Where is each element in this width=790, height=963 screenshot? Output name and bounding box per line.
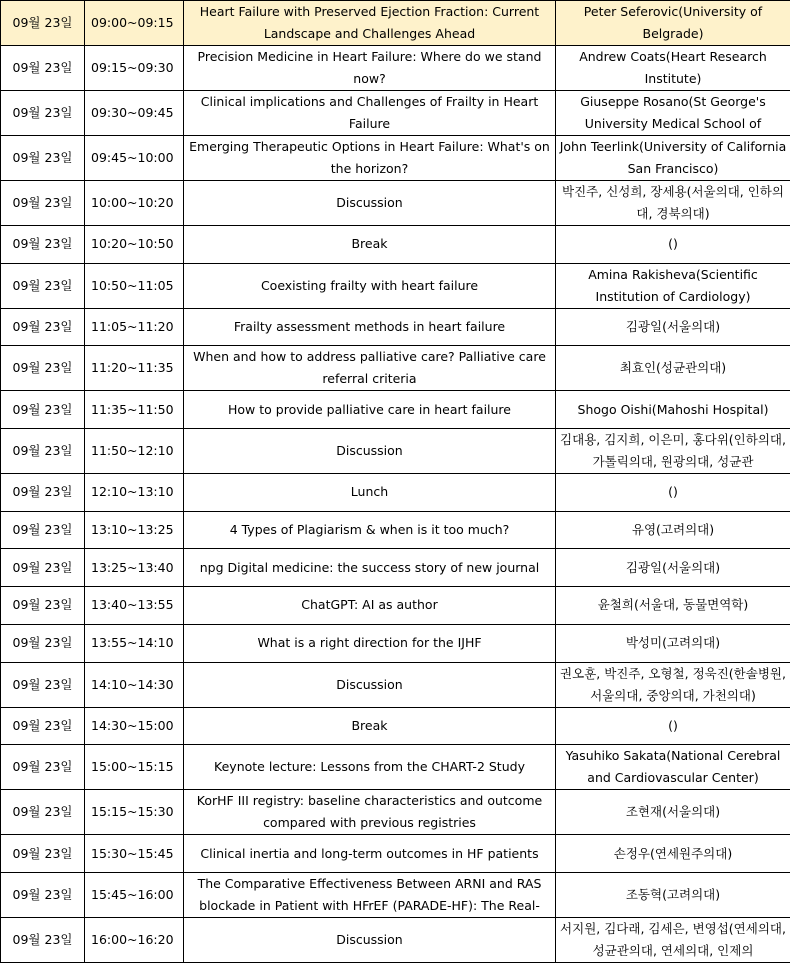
time-cell	[85, 181, 184, 226]
title-cell-text: Lunch	[187, 481, 552, 503]
table-row	[1, 91, 790, 136]
date-cell-text: 09월 23일	[4, 594, 81, 616]
title-cell-text: Heart Failure with Preserved Ejection Fraction: Current Landscape and Challenges Ahead	[187, 1, 552, 45]
time-cell	[85, 745, 184, 790]
table-row	[1, 346, 790, 391]
date-cell-text: 09월 23일	[4, 233, 81, 255]
date-cell	[1, 91, 85, 136]
table-row	[1, 549, 790, 587]
date-cell-text: 09월 23일	[4, 715, 81, 737]
speaker-cell-text: 박성미(고려의대)	[559, 632, 787, 654]
speaker-cell-text: 박진주, 신성희, 장세용(서울의대, 인하의대, 경북의대)	[559, 181, 787, 225]
title-cell	[184, 263, 556, 308]
time-cell	[85, 587, 184, 625]
date-cell	[1, 662, 85, 707]
date-cell	[1, 346, 85, 391]
title-cell-text: Discussion	[187, 440, 552, 462]
speaker-cell-text: 조현재(서울의대)	[559, 801, 787, 823]
speaker-cell-text: Andrew Coats(Heart Research Institute)	[559, 46, 787, 90]
title-cell-text: Clinical inertia and long-term outcomes in HF patients	[187, 843, 552, 865]
date-cell-text: 09월 23일	[4, 519, 81, 541]
speaker-cell	[556, 1, 790, 46]
time-cell-text: 12:10~13:10	[91, 481, 180, 503]
table-row	[1, 46, 790, 91]
title-cell-text: Emerging Therapeutic Options in Heart Failure: What's on the horizon?	[187, 136, 552, 180]
date-cell-text: 09월 23일	[4, 756, 81, 778]
title-cell	[184, 1, 556, 46]
date-cell	[1, 790, 85, 835]
time-cell	[85, 549, 184, 587]
speaker-cell-text: 서지원, 김다래, 김세은, 변영섭(연세의대, 성균관의대, 연세의대, 인제의	[559, 918, 787, 962]
time-cell	[85, 790, 184, 835]
date-cell-text: 09월 23일	[4, 674, 81, 696]
title-cell	[184, 872, 556, 917]
title-cell-text: 4 Types of Plagiarism & when is it too much?	[187, 519, 552, 541]
date-cell	[1, 835, 85, 873]
time-cell-text: 11:50~12:10	[91, 440, 180, 462]
speaker-cell	[556, 391, 790, 429]
date-cell-text: 09월 23일	[4, 316, 81, 338]
title-cell-text: Break	[187, 233, 552, 255]
date-cell-text: 09월 23일	[4, 557, 81, 579]
title-cell	[184, 511, 556, 549]
date-cell-text: 09월 23일	[4, 357, 81, 379]
table-row	[1, 263, 790, 308]
speaker-cell	[556, 872, 790, 917]
speaker-cell-text: John Teerlink(University of California San Francisco)	[559, 136, 787, 180]
date-cell	[1, 707, 85, 745]
title-cell-text: Keynote lecture: Lessons from the CHART-2 Study	[187, 756, 552, 778]
time-cell-text: 14:30~15:00	[91, 715, 180, 737]
title-cell-text: Frailty assessment methods in heart failure	[187, 316, 552, 338]
time-cell	[85, 474, 184, 512]
date-cell	[1, 429, 85, 474]
time-cell	[85, 624, 184, 662]
time-cell-text: 10:00~10:20	[91, 192, 180, 214]
speaker-cell-text: Giuseppe Rosano(St George's University Medical School of	[559, 91, 787, 135]
date-cell	[1, 549, 85, 587]
table-row	[1, 474, 790, 512]
table-row	[1, 1, 790, 46]
time-cell	[85, 429, 184, 474]
speaker-cell-text: 권오훈, 박진주, 오형철, 정욱진(한솔병원, 서울의대, 중앙의대, 가천의대)	[559, 663, 787, 707]
date-cell-text: 09월 23일	[4, 192, 81, 214]
date-cell	[1, 474, 85, 512]
time-cell-text: 09:30~09:45	[91, 102, 180, 124]
date-cell-text: 09월 23일	[4, 57, 81, 79]
speaker-cell-text: 김광일(서울의대)	[559, 557, 787, 579]
speaker-cell-text: 유영(고려의대)	[559, 519, 787, 541]
time-cell	[85, 917, 184, 962]
speaker-cell-text: Shogo Oishi(Mahoshi Hospital)	[559, 399, 787, 421]
speaker-cell	[556, 136, 790, 181]
time-cell-text: 09:45~10:00	[91, 147, 180, 169]
speaker-cell	[556, 91, 790, 136]
time-cell-text: 11:20~11:35	[91, 357, 180, 379]
speaker-cell	[556, 790, 790, 835]
speaker-cell-text: ()	[559, 715, 787, 737]
title-cell-text: Precision Medicine in Heart Failure: Where do we stand now?	[187, 46, 552, 90]
speaker-cell-text: 최효인(성균관의대)	[559, 357, 787, 379]
speaker-cell	[556, 624, 790, 662]
table-row	[1, 136, 790, 181]
speaker-cell-text: Peter Seferovic(University of Belgrade)	[559, 1, 787, 45]
speaker-cell	[556, 474, 790, 512]
title-cell	[184, 136, 556, 181]
date-cell	[1, 391, 85, 429]
date-cell-text: 09월 23일	[4, 843, 81, 865]
date-cell	[1, 181, 85, 226]
time-cell-text: 13:55~14:10	[91, 632, 180, 654]
title-cell	[184, 181, 556, 226]
table-row	[1, 391, 790, 429]
time-cell	[85, 308, 184, 346]
speaker-cell	[556, 662, 790, 707]
title-cell	[184, 662, 556, 707]
title-cell	[184, 226, 556, 264]
date-cell	[1, 872, 85, 917]
time-cell	[85, 511, 184, 549]
title-cell	[184, 429, 556, 474]
date-cell-text: 09월 23일	[4, 12, 81, 34]
time-cell-text: 13:25~13:40	[91, 557, 180, 579]
date-cell	[1, 917, 85, 962]
time-cell-text: 15:00~15:15	[91, 756, 180, 778]
time-cell	[85, 835, 184, 873]
speaker-cell	[556, 549, 790, 587]
date-cell-text: 09월 23일	[4, 102, 81, 124]
date-cell-text: 09월 23일	[4, 929, 81, 951]
time-cell-text: 09:00~09:15	[91, 12, 180, 34]
speaker-cell-text: 김광일(서울의대)	[559, 316, 787, 338]
title-cell-text: Clinical implications and Challenges of Frailty in Heart Failure	[187, 91, 552, 135]
table-row	[1, 917, 790, 962]
time-cell	[85, 1, 184, 46]
speaker-cell	[556, 46, 790, 91]
date-cell	[1, 263, 85, 308]
speaker-cell-text: ()	[559, 233, 787, 255]
table-row	[1, 587, 790, 625]
time-cell	[85, 46, 184, 91]
title-cell	[184, 790, 556, 835]
schedule-body	[1, 1, 790, 963]
table-row	[1, 872, 790, 917]
time-cell-text: 15:30~15:45	[91, 843, 180, 865]
table-row	[1, 624, 790, 662]
date-cell	[1, 226, 85, 264]
title-cell-text: ChatGPT: AI as author	[187, 594, 552, 616]
speaker-cell-text: 손정우(연세원주의대)	[559, 843, 787, 865]
date-cell	[1, 511, 85, 549]
time-cell-text: 15:45~16:00	[91, 884, 180, 906]
speaker-cell	[556, 308, 790, 346]
speaker-cell	[556, 707, 790, 745]
table-row	[1, 707, 790, 745]
date-cell-text: 09월 23일	[4, 275, 81, 297]
speaker-cell	[556, 226, 790, 264]
table-row	[1, 308, 790, 346]
title-cell	[184, 707, 556, 745]
speaker-cell-text: 조동혁(고려의대)	[559, 884, 787, 906]
table-row	[1, 429, 790, 474]
title-cell	[184, 745, 556, 790]
speaker-cell	[556, 181, 790, 226]
time-cell	[85, 391, 184, 429]
speaker-cell	[556, 745, 790, 790]
speaker-cell-text: Yasuhiko Sakata(National Cerebral and Cardiovascular Center)	[559, 745, 787, 789]
date-cell	[1, 587, 85, 625]
date-cell-text: 09월 23일	[4, 481, 81, 503]
speaker-cell	[556, 835, 790, 873]
table-row	[1, 226, 790, 264]
speaker-cell	[556, 511, 790, 549]
speaker-cell-text: Amina Rakisheva(Scientific Institution of Cardiology)	[559, 264, 787, 308]
date-cell	[1, 136, 85, 181]
title-cell-text: The Comparative Effectiveness Between ARNI and RAS blockade in Patient with HFrEF (PARADE-HF): The Real-	[187, 873, 552, 917]
title-cell	[184, 917, 556, 962]
title-cell	[184, 46, 556, 91]
speaker-cell	[556, 429, 790, 474]
time-cell-text: 15:15~15:30	[91, 801, 180, 823]
date-cell	[1, 624, 85, 662]
title-cell	[184, 391, 556, 429]
title-cell-text: KorHF III registry: baseline characteristics and outcome compared with previous registries	[187, 790, 552, 834]
date-cell-text: 09월 23일	[4, 147, 81, 169]
time-cell-text: 14:10~14:30	[91, 674, 180, 696]
title-cell-text: When and how to address palliative care? Palliative care referral criteria	[187, 346, 552, 390]
table-row	[1, 790, 790, 835]
speaker-cell	[556, 346, 790, 391]
speaker-cell	[556, 263, 790, 308]
title-cell-text: Coexisting frailty with heart failure	[187, 275, 552, 297]
time-cell-text: 16:00~16:20	[91, 929, 180, 951]
time-cell	[85, 263, 184, 308]
time-cell-text: 13:40~13:55	[91, 594, 180, 616]
time-cell-text: 11:35~11:50	[91, 399, 180, 421]
time-cell-text: 10:50~11:05	[91, 275, 180, 297]
time-cell	[85, 346, 184, 391]
title-cell-text: How to provide palliative care in heart failure	[187, 399, 552, 421]
date-cell	[1, 1, 85, 46]
title-cell-text: npg Digital medicine: the success story of new journal	[187, 557, 552, 579]
speaker-cell-text: 김대용, 김지희, 이은미, 홍다위(인하의대, 가톨릭의대, 원광의대, 성균관	[559, 429, 787, 473]
time-cell-text: 11:05~11:20	[91, 316, 180, 338]
title-cell	[184, 624, 556, 662]
date-cell-text: 09월 23일	[4, 399, 81, 421]
time-cell	[85, 136, 184, 181]
table-row	[1, 835, 790, 873]
speaker-cell-text: ()	[559, 481, 787, 503]
speaker-cell	[556, 587, 790, 625]
speaker-cell-text: 윤철희(서울대, 동물면역학)	[559, 594, 787, 616]
date-cell	[1, 308, 85, 346]
time-cell	[85, 662, 184, 707]
table-row	[1, 181, 790, 226]
time-cell	[85, 872, 184, 917]
title-cell-text: What is a right direction for the IJHF	[187, 632, 552, 654]
time-cell	[85, 226, 184, 264]
time-cell-text: 10:20~10:50	[91, 233, 180, 255]
date-cell-text: 09월 23일	[4, 801, 81, 823]
date-cell-text: 09월 23일	[4, 884, 81, 906]
date-cell-text: 09월 23일	[4, 632, 81, 654]
speaker-cell	[556, 917, 790, 962]
title-cell-text: Discussion	[187, 674, 552, 696]
date-cell-text: 09월 23일	[4, 440, 81, 462]
time-cell	[85, 91, 184, 136]
time-cell	[85, 707, 184, 745]
date-cell	[1, 46, 85, 91]
table-row	[1, 511, 790, 549]
time-cell-text: 13:10~13:25	[91, 519, 180, 541]
title-cell-text: Break	[187, 715, 552, 737]
title-cell-text: Discussion	[187, 192, 552, 214]
title-cell	[184, 549, 556, 587]
time-cell-text: 09:15~09:30	[91, 57, 180, 79]
title-cell-text: Discussion	[187, 929, 552, 951]
title-cell	[184, 587, 556, 625]
title-cell	[184, 91, 556, 136]
table-row	[1, 745, 790, 790]
title-cell	[184, 474, 556, 512]
date-cell	[1, 745, 85, 790]
table-row	[1, 662, 790, 707]
title-cell	[184, 346, 556, 391]
title-cell	[184, 308, 556, 346]
title-cell	[184, 835, 556, 873]
